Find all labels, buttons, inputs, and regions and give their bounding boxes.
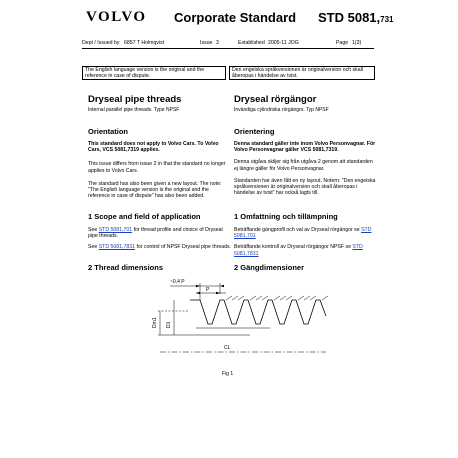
thread-profile-figure [140, 278, 340, 362]
meta-dept-value: 6857 T Holmqvist [124, 40, 165, 46]
cl-label: CL [224, 345, 231, 351]
d1-label: D1 [166, 321, 172, 328]
scope-p2-sv [234, 244, 378, 256]
dims-heading-sv: 2 Gängdimensioner [234, 263, 305, 272]
dm1-label: Dm1 [152, 317, 158, 328]
dims-heading-en: 2 Thread dimensions [88, 263, 164, 272]
figure-caption: Fig 1 [222, 371, 234, 377]
title-en: Dryseal pipe threads [88, 94, 182, 105]
meta-page-value: 1(3) [352, 40, 362, 46]
scope-p1-sv [234, 227, 378, 239]
scope-p2-pre-sv: Beträffande kontroll av Dryseal rörgängor NPSF se [234, 244, 351, 251]
subtitle-en: Internal parallel pipe threads. Type NPSF [88, 107, 180, 113]
orientation-p3-sv: Standarden har även fått en ny layout. Notern: "Den engelska språkversionen är originalversion och skall åberopas i händelse av tvist" har också lagts till. [234, 177, 376, 197]
volvo-logo: VOLVO [86, 9, 147, 25]
orientation-p2-en: This issue differs from issue 2 in that the standard no longer applies to Volvo Cars. [88, 161, 226, 174]
scope-section-en [88, 227, 232, 251]
orientation-p3-en: The standard has also been given a new layout. The note: "The English language version is the original and the reference in case of dispute" has also been added. [88, 180, 222, 200]
thread-hatching [226, 296, 328, 300]
doc-type-title: Corporate Standard [174, 10, 297, 25]
meta-divider [82, 48, 374, 49]
scope-p2-pre-en: See [88, 244, 98, 251]
std-number-suffix: 731 [380, 15, 394, 24]
scope-heading-sv: 1 Omfattning och tillämpning [234, 212, 338, 221]
note-english: The English language version is the original and the reference in case of dispute. [82, 66, 226, 80]
scope-p2-post-en: for control of NPSF Dryseal pipe threads. [136, 244, 232, 251]
orientation-section-sv [234, 141, 378, 196]
dimension-arrows [158, 283, 326, 352]
orientation-heading-sv: Orientering [234, 127, 275, 136]
note-swedish: Den engelska språkversionen är originalversion och skall åberopas i händelse av tvist. [229, 66, 375, 80]
title-sv: Dryseal rörgängor [234, 94, 317, 105]
scope-p2-en [88, 244, 232, 250]
subtitle-sv: Invändiga cylindriska rörgängor. Typ NPSF [234, 107, 329, 113]
dim-0-4p-label: ~0,4 P [170, 279, 185, 285]
scope-heading-en: 1 Scope and field of application [88, 212, 201, 221]
orientation-section-en [88, 141, 232, 199]
meta-issue-value: 3 [216, 40, 219, 46]
orientation-note-en: This standard does not apply to Volvo Cars. To Volvo Cars, VCS 5081,7319 applies. [88, 141, 219, 154]
scope-p1-pre-en: See [88, 227, 98, 233]
orientation-heading-en: Orientation [88, 127, 129, 136]
thread-profile-line [190, 300, 326, 324]
orientation-p2-sv: Denna utgåva skiljer sig från utgåva 2 genom att standarden ej längre gäller för Volvo Personvagnar. [234, 159, 373, 172]
orientation-note-sv: Denna standard gäller inte inom Volvo Personvagnar. För Volvo Personvagnar gäller VCS 5081,7319. [234, 141, 376, 154]
std-5081-701-link-en[interactable]: STD 5081,701 [98, 227, 133, 233]
pitch-label: P [206, 287, 210, 293]
meta-dept-label: Dept / Issued by [82, 40, 120, 46]
std-5081-7831-link-sv[interactable]: STD 5081,7831 [234, 244, 363, 257]
std-5081-7831-link-en[interactable]: STD 5081,7831 [98, 244, 136, 251]
scope-p1-pre-sv: Beträffande gängprofil och val av Dryseal rörgängor se [234, 227, 360, 233]
meta-established-value: 2005-11 JOG [268, 40, 299, 46]
std-number-main: STD 5081, [318, 10, 381, 25]
meta-issue-label: Issue [200, 40, 213, 46]
scope-p1-en [88, 227, 232, 239]
scope-p1-post-en: for thread profile and choice of Dryseal pipe threads. [88, 227, 223, 240]
meta-page-label: Page [336, 40, 349, 46]
standard-number [318, 10, 394, 25]
meta-established-label: Established [238, 40, 265, 46]
std-5081-701-link-sv[interactable]: STD 5081,701 [234, 227, 372, 240]
scope-section-sv [234, 227, 378, 257]
